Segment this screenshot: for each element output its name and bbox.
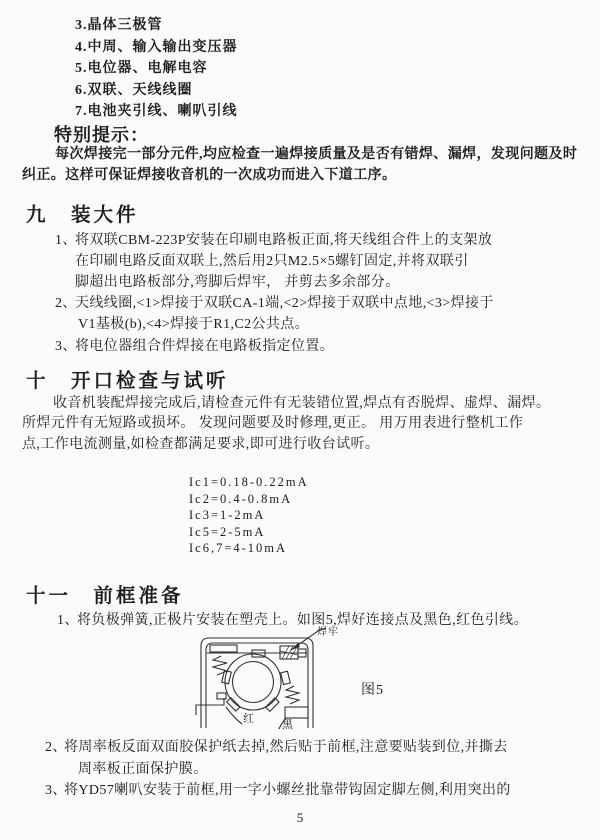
- text-line: 点,工作电流测量,如检查都满足要求,即可进行收台试听。: [22, 436, 380, 452]
- item-text: 将负极弹簧,正极片安装在塑壳上。如图5,焊好连接点及黑色,红色引线。: [77, 613, 529, 628]
- parts-list: [75, 15, 238, 123]
- current-value: Ic3=1-2mA: [189, 508, 266, 523]
- current-values-list: [189, 474, 309, 557]
- special-note-heading: 特别提示：: [54, 125, 149, 145]
- parts-list-item: 4.中周、输入输出变压器: [75, 39, 238, 55]
- section-eleven-heading: 十一 前框准备: [26, 585, 184, 607]
- current-value: Ic6,7=4-10mA: [189, 541, 288, 556]
- text-line: [55, 230, 492, 251]
- red-wire-label: 红: [243, 713, 254, 725]
- text-line: 脚超出电路板部分,弯脚后焊牢， 并剪去多余部分。: [75, 275, 400, 290]
- section-nine-item-2: [55, 293, 494, 335]
- section-ten-paragraph: [22, 394, 550, 455]
- item-text: 将YD57喇叭安装于前框,用一字小螺丝批靠带钩固定脚左侧,利用突出的: [64, 783, 511, 798]
- text-line: V1基极(b),<4>焊接于R1,C2公共点。: [78, 317, 310, 332]
- parts-list-item: 6.双联、天线线圈: [75, 82, 193, 98]
- special-note-paragraph: [22, 145, 577, 186]
- page-number: 5: [296, 810, 304, 825]
- negative-spring: [213, 656, 227, 675]
- text-line: [45, 780, 511, 801]
- text-line: 收音机装配焊接完成后,请检查元件有无装错位置,焊点有否脱焊、虚焊、漏焊。: [53, 396, 551, 411]
- negative-contact-plate: [210, 645, 237, 652]
- parts-list-item: 3.晶体三极管: [75, 18, 163, 33]
- figure-5-drawing: [190, 620, 330, 735]
- current-value: Ic1=0.18-0.22mA: [189, 475, 309, 489]
- current-value: Ic2=0.4-0.8mA: [189, 491, 293, 506]
- section-eleven-item-3: [45, 780, 511, 801]
- item-text: 将电位器组合件焊接在电路板指定位置。: [75, 339, 335, 354]
- section-nine-heading: 九 装大件: [26, 204, 139, 226]
- text-line: 纠正。这样可保证焊接收音机的一次成功而进入下道工序。: [22, 167, 397, 183]
- figure-caption: 图5: [361, 683, 384, 698]
- text-line: 所焊元件有无短路或损坏。 发现问题要及时修理,更正。 用万用表进行整机工作: [22, 416, 524, 432]
- text-line: [55, 336, 334, 357]
- text-line: 每次焊接完一部分元件,均应检查一遍焊接质量及是否有错焊、漏焊，发现问题及时: [55, 147, 578, 162]
- text-line: [45, 737, 508, 759]
- section-nine-item-1: [55, 230, 492, 293]
- item-text: 将双联CBM-223P安装在印刷电路板正面,将天线组合件上的支架放: [75, 233, 493, 248]
- item-text: 将周率板反面双面胶保护纸去掉,然后贴于前框,注意要贴装到位,并撕去: [64, 740, 508, 755]
- item-number: 3、: [55, 339, 77, 354]
- speaker-ring-inner: [233, 662, 274, 703]
- section-nine-item-3: [55, 336, 334, 357]
- item-number: 3、: [45, 783, 67, 798]
- text-line: 在印刷电路反面双联上,然后用2只M2.5×5螺钉固定,并将双联引: [75, 254, 469, 269]
- parts-list-item: 5.电位器、电解电容: [75, 61, 208, 76]
- item-number: 1、: [55, 233, 77, 248]
- section-ten-heading: 十 开口检查与试听: [26, 370, 229, 392]
- item-number: 1、: [57, 613, 79, 628]
- item-number: 2、: [45, 740, 67, 755]
- current-value: Ic5=2-5mA: [189, 524, 266, 539]
- item-text: 天线线圈,<1>焊接于双联CA-1端,<2>焊接于双联中点地,<3>焊接于: [75, 296, 494, 311]
- item-number: 2、: [55, 296, 77, 311]
- solder-label: 焊牢: [317, 627, 339, 638]
- battery-spring: [286, 686, 299, 704]
- parts-list-item: 7.电池夹引线、喇叭引线: [75, 104, 238, 119]
- text-line: 周率板正面保护膜。: [78, 762, 208, 777]
- speaker-ring-outer: [225, 654, 281, 710]
- red-wire-contact: [196, 693, 242, 724]
- section-eleven-item-2: [45, 737, 508, 781]
- text-line: [55, 293, 494, 314]
- black-wire-label: 黑: [282, 719, 293, 731]
